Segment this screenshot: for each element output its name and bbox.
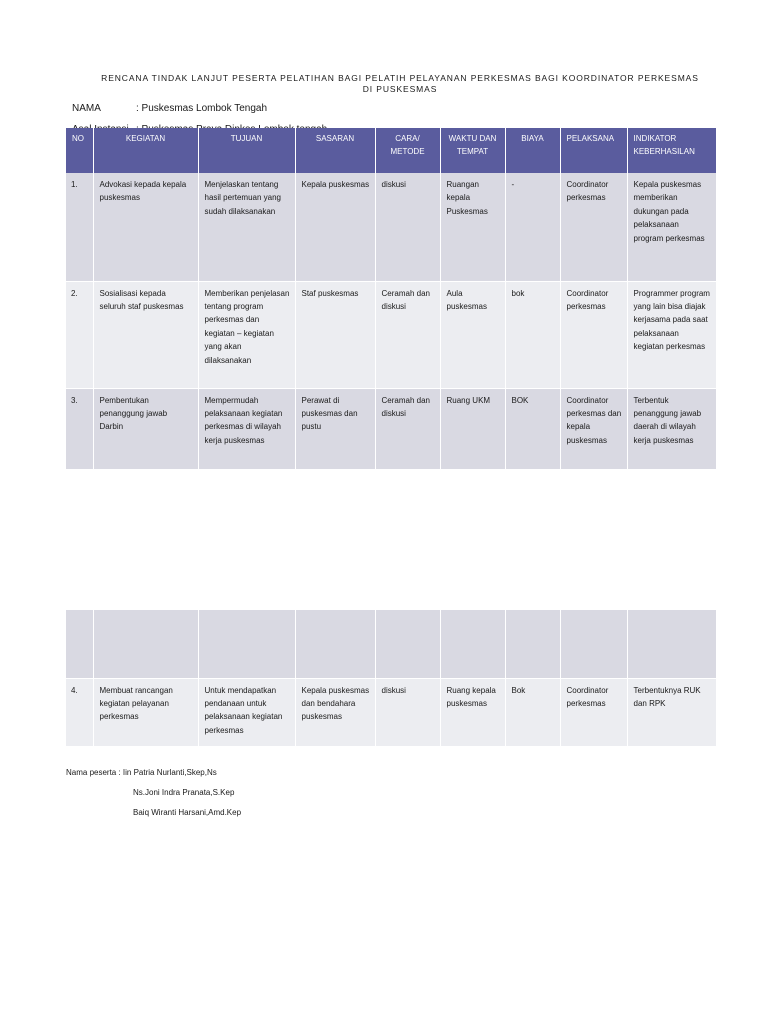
cell-no: 3. bbox=[66, 388, 93, 469]
cell-metode: diskusi bbox=[375, 678, 440, 746]
cell-metode: diskusi bbox=[375, 173, 440, 281]
cell-sasaran: Staf puskesmas bbox=[295, 281, 375, 388]
cell-kegiatan: Pembentukan penanggung jawab Darbin bbox=[93, 388, 198, 469]
document-title: RENCANA TINDAK LANJUT PESERTA PELATIHAN BAGI PELATIH PELAYANAN PERKESMAS BAGI KOORDINATOR PERKESMAS DI PUSKESMAS bbox=[101, 73, 699, 94]
table-row bbox=[66, 173, 716, 281]
rtl-table bbox=[66, 128, 717, 747]
cell-kegiatan: Sosialisasi kepada seluruh staf puskesmas bbox=[93, 281, 198, 388]
cell-waktu bbox=[440, 610, 505, 678]
header-biaya: BIAYA bbox=[505, 128, 560, 173]
cell-biaya bbox=[505, 610, 560, 678]
cell-waktu: Ruang UKM bbox=[440, 388, 505, 469]
cell-waktu: Ruang kepala puskesmas bbox=[440, 678, 505, 746]
cell-biaya: BOK bbox=[505, 388, 560, 469]
header-waktu: WAKTU DAN TEMPAT bbox=[440, 128, 505, 173]
cell-pelaksana: Coordinator perkesmas bbox=[560, 281, 627, 388]
cell-indikator bbox=[627, 610, 716, 678]
cell-tujuan: Menjelaskan tentang hasil pertemuan yang sudah dilaksanakan bbox=[198, 173, 295, 281]
cell-indikator: Kepala puskesmas memberikan dukungan pada pelaksanaan program perkesmas bbox=[627, 173, 716, 281]
cell-indikator: Terbentuk penanggung jawab daerah di wilayah kerja puskesmas bbox=[627, 388, 716, 469]
cell-biaya: bok bbox=[505, 281, 560, 388]
cell-sasaran: Perawat di puskesmas dan pustu bbox=[295, 388, 375, 469]
cell-kegiatan bbox=[93, 610, 198, 678]
cell-tujuan bbox=[198, 610, 295, 678]
cell-metode bbox=[375, 610, 440, 678]
nama-line bbox=[72, 103, 267, 114]
cell-no bbox=[66, 610, 93, 678]
gap-cell bbox=[66, 469, 716, 610]
header-tujuan: TUJUAN bbox=[198, 128, 295, 173]
table-row bbox=[66, 610, 716, 678]
cell-tujuan: Untuk mendapatkan pendanaan untuk pelaksanaan kegiatan perkesmas bbox=[198, 678, 295, 746]
cell-sasaran bbox=[295, 610, 375, 678]
cell-biaya: Bok bbox=[505, 678, 560, 746]
cell-waktu: Ruangan kepala Puskesmas bbox=[440, 173, 505, 281]
cell-pelaksana bbox=[560, 610, 627, 678]
peserta-line-3: Baiq Wiranti Harsani,Amd.Kep bbox=[133, 808, 242, 817]
header-pelaksana: PELAKSANA bbox=[560, 128, 627, 173]
header-no: NO bbox=[66, 128, 93, 173]
table-row bbox=[66, 388, 716, 469]
cell-kegiatan: Advokasi kepada kepala puskesmas bbox=[93, 173, 198, 281]
header-kegiatan: KEGIATAN bbox=[93, 128, 198, 173]
nama-label: NAMA bbox=[72, 103, 101, 114]
cell-no: 2. bbox=[66, 281, 93, 388]
cell-waktu: Aula puskesmas bbox=[440, 281, 505, 388]
cell-indikator: Terbentuknya RUK dan RPK bbox=[627, 678, 716, 746]
page-break-gap bbox=[66, 469, 716, 610]
peserta-line-1: Nama peserta : Iin Patria Nurlanti,Skep,Ns bbox=[66, 768, 217, 777]
table-row bbox=[66, 281, 716, 388]
table-row bbox=[66, 678, 716, 746]
cell-tujuan: Memberikan penjelasan tentang program perkesmas dan kegiatan – kegiatan yang akan dilaksanakan bbox=[198, 281, 295, 388]
cell-kegiatan: Membuat rancangan kegiatan pelayanan perkesmas bbox=[93, 678, 198, 746]
cell-pelaksana: Coordinator perkesmas bbox=[560, 678, 627, 746]
cell-indikator: Programmer program yang lain bisa diajak kerjasama pada saat pelaksanaan kegiatan perkesmas bbox=[627, 281, 716, 388]
cell-pelaksana: Coordinator perkesmas dan kepala puskesmas bbox=[560, 388, 627, 469]
cell-biaya: - bbox=[505, 173, 560, 281]
cell-sasaran: Kepala puskesmas bbox=[295, 173, 375, 281]
header-metode: CARA/ METODE bbox=[375, 128, 440, 173]
table-header-row bbox=[66, 128, 716, 173]
nama-value: : Puskesmas Lombok Tengah bbox=[136, 103, 268, 114]
header-sasaran: SASARAN bbox=[295, 128, 375, 173]
cell-no: 4. bbox=[66, 678, 93, 746]
cell-metode: Ceramah dan diskusi bbox=[375, 388, 440, 469]
cell-no: 1. bbox=[66, 173, 93, 281]
cell-pelaksana: Coordinator perkesmas bbox=[560, 173, 627, 281]
cell-tujuan: Mempermudah pelaksanaan kegiatan perkesmas di wilayah kerja puskesmas bbox=[198, 388, 295, 469]
peserta-line-2: Ns.Joni Indra Pranata,S.Kep bbox=[133, 788, 235, 797]
cell-sasaran: Kepala puskesmas dan bendahara puskesmas bbox=[295, 678, 375, 746]
header-indikator: INDIKATOR KEBERHASILAN bbox=[627, 128, 716, 173]
cell-metode: Ceramah dan diskusi bbox=[375, 281, 440, 388]
